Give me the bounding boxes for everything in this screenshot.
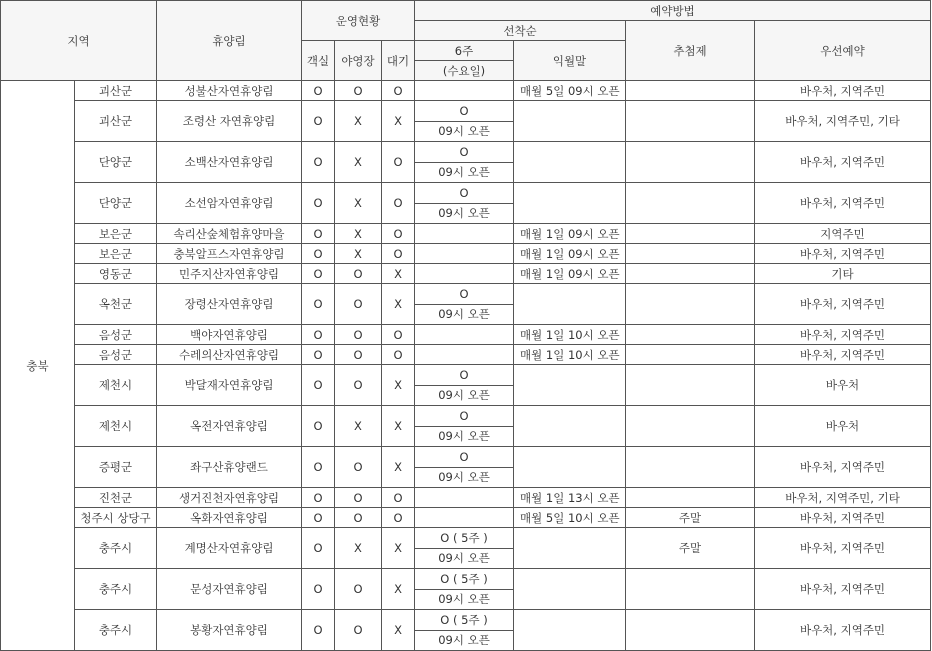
week6-cell	[415, 81, 514, 101]
nextmonth-cell: 매월 1일 13시 오픈	[514, 488, 626, 508]
priority-cell: 지역주민	[755, 224, 931, 244]
table-row	[1, 508, 931, 528]
week6-mark: O	[459, 144, 469, 159]
week6-mark: O ( 5주 )	[440, 571, 488, 586]
wait-cell: X	[382, 610, 415, 651]
camp-cell: O	[335, 610, 382, 651]
room-cell: O	[302, 365, 335, 406]
region-cell: 제천시	[75, 365, 157, 406]
lottery-cell	[626, 610, 755, 651]
room-cell: O	[302, 406, 335, 447]
week6-cell	[415, 569, 514, 610]
forest-cell: 백야자연휴양림	[157, 325, 302, 345]
table-row	[1, 244, 931, 264]
nextmonth-cell: 매월 1일 10시 오픈	[514, 325, 626, 345]
week6-cell	[415, 610, 514, 651]
header-region: 지역	[1, 1, 157, 81]
room-cell: O	[302, 244, 335, 264]
forest-cell: 봉황자연휴양림	[157, 610, 302, 651]
nextmonth-cell	[514, 447, 626, 488]
camp-cell: X	[335, 528, 382, 569]
region-cell: 충주시	[75, 610, 157, 651]
lottery-cell	[626, 569, 755, 610]
week6-open-time: 09시 오픈	[415, 589, 513, 610]
forest-cell: 좌구산휴양랜드	[157, 447, 302, 488]
table-row	[1, 569, 931, 610]
week6-open-time: 09시 오픈	[415, 203, 513, 224]
region-cell: 괴산군	[75, 101, 157, 142]
forest-cell: 수레의산자연휴양림	[157, 345, 302, 365]
forest-cell: 소백산자연휴양림	[157, 142, 302, 183]
room-cell: O	[302, 569, 335, 610]
forest-cell: 옥화자연휴양림	[157, 508, 302, 528]
week6-cell	[415, 508, 514, 528]
week6-cell	[415, 325, 514, 345]
forest-cell: 생거진천자연휴양림	[157, 488, 302, 508]
header-lottery: 추첨제	[626, 21, 755, 81]
week6-open-time: 09시 오픈	[415, 630, 513, 651]
camp-cell: O	[335, 345, 382, 365]
nextmonth-cell: 매월 1일 09시 오픈	[514, 264, 626, 284]
week6-cell	[415, 284, 514, 325]
camp-cell: O	[335, 488, 382, 508]
room-cell: O	[302, 447, 335, 488]
table-row	[1, 345, 931, 365]
week6-open-time: 09시 오픈	[415, 304, 513, 325]
wait-cell: X	[382, 264, 415, 284]
week6-mark: O	[459, 185, 469, 200]
camp-cell: X	[335, 101, 382, 142]
room-cell: O	[302, 264, 335, 284]
table-row	[1, 284, 931, 325]
table-row	[1, 101, 931, 142]
lottery-cell	[626, 488, 755, 508]
camp-cell: O	[335, 284, 382, 325]
table-row	[1, 264, 931, 284]
week6-cell	[415, 365, 514, 406]
camp-cell: O	[335, 325, 382, 345]
lottery-cell	[626, 81, 755, 101]
week6-mark: O	[459, 449, 469, 464]
forest-cell: 계명산자연휴양림	[157, 528, 302, 569]
region-cell: 음성군	[75, 325, 157, 345]
room-cell: O	[302, 508, 335, 528]
camp-cell: X	[335, 406, 382, 447]
province-cell: 충북	[1, 81, 75, 651]
priority-cell: 바우처, 지역주민	[755, 183, 931, 224]
priority-cell: 바우처, 지역주민	[755, 244, 931, 264]
header-week6-day: (수요일)	[415, 61, 514, 81]
table-row	[1, 610, 931, 651]
region-cell: 음성군	[75, 345, 157, 365]
wait-cell: X	[382, 569, 415, 610]
lottery-cell	[626, 284, 755, 325]
room-cell: O	[302, 488, 335, 508]
priority-cell: 바우처, 지역주민	[755, 508, 931, 528]
week6-mark: O ( 5주 )	[440, 530, 488, 545]
priority-cell: 바우처, 지역주민	[755, 81, 931, 101]
camp-cell: X	[335, 244, 382, 264]
camp-cell: O	[335, 447, 382, 488]
room-cell: O	[302, 325, 335, 345]
region-cell: 보은군	[75, 244, 157, 264]
region-cell: 옥천군	[75, 284, 157, 325]
wait-cell: O	[382, 183, 415, 224]
lottery-cell	[626, 101, 755, 142]
week6-cell	[415, 264, 514, 284]
wait-cell: X	[382, 447, 415, 488]
week6-cell	[415, 488, 514, 508]
header-camp: 야영장	[335, 41, 382, 81]
priority-cell: 바우처	[755, 365, 931, 406]
header-status: 운영현황	[302, 1, 415, 41]
lottery-cell	[626, 183, 755, 224]
lottery-cell	[626, 365, 755, 406]
region-cell: 제천시	[75, 406, 157, 447]
priority-cell: 바우처, 지역주민, 기타	[755, 488, 931, 508]
priority-cell: 바우처, 지역주민	[755, 528, 931, 569]
forest-cell: 충북알프스자연휴양림	[157, 244, 302, 264]
forest-cell: 소선암자연휴양림	[157, 183, 302, 224]
region-cell: 보은군	[75, 224, 157, 244]
week6-cell	[415, 345, 514, 365]
table-row	[1, 447, 931, 488]
wait-cell: O	[382, 488, 415, 508]
wait-cell: O	[382, 224, 415, 244]
forest-cell: 문성자연휴양림	[157, 569, 302, 610]
header-forest: 휴양림	[157, 1, 302, 81]
header-week6: 6주	[415, 41, 514, 61]
week6-cell	[415, 224, 514, 244]
room-cell: O	[302, 610, 335, 651]
lottery-cell	[626, 345, 755, 365]
nextmonth-cell	[514, 528, 626, 569]
region-cell: 영동군	[75, 264, 157, 284]
lottery-cell	[626, 244, 755, 264]
camp-cell: O	[335, 569, 382, 610]
forest-cell: 옥전자연휴양림	[157, 406, 302, 447]
nextmonth-cell	[514, 610, 626, 651]
lottery-cell: 주말	[626, 528, 755, 569]
week6-mark: O	[459, 103, 469, 118]
forest-cell: 성불산자연휴양림	[157, 81, 302, 101]
week6-cell	[415, 101, 514, 142]
region-cell: 단양군	[75, 183, 157, 224]
table-row	[1, 488, 931, 508]
wait-cell: O	[382, 81, 415, 101]
week6-cell	[415, 183, 514, 224]
room-cell: O	[302, 284, 335, 325]
wait-cell: O	[382, 345, 415, 365]
header-wait: 대기	[382, 41, 415, 81]
wait-cell: O	[382, 325, 415, 345]
forest-cell: 장령산자연휴양림	[157, 284, 302, 325]
camp-cell: O	[335, 508, 382, 528]
table-row	[1, 81, 931, 101]
room-cell: O	[302, 345, 335, 365]
table-row	[1, 325, 931, 345]
room-cell: O	[302, 224, 335, 244]
table-body	[1, 81, 931, 651]
nextmonth-cell	[514, 101, 626, 142]
camp-cell: O	[335, 81, 382, 101]
wait-cell: O	[382, 244, 415, 264]
wait-cell: X	[382, 284, 415, 325]
region-cell: 청주시 상당구	[75, 508, 157, 528]
forest-cell: 박달재자연휴양림	[157, 365, 302, 406]
week6-cell	[415, 406, 514, 447]
nextmonth-cell: 매월 1일 10시 오픈	[514, 345, 626, 365]
table-row	[1, 183, 931, 224]
nextmonth-cell	[514, 365, 626, 406]
wait-cell: X	[382, 406, 415, 447]
priority-cell: 바우처, 지역주민	[755, 325, 931, 345]
header-booking: 예약방법	[415, 1, 931, 21]
region-cell: 괴산군	[75, 81, 157, 101]
week6-open-time: 09시 오픈	[415, 548, 513, 569]
nextmonth-cell	[514, 284, 626, 325]
table-row	[1, 365, 931, 406]
table-header	[1, 1, 931, 81]
region-cell: 증평군	[75, 447, 157, 488]
week6-open-time: 09시 오픈	[415, 426, 513, 447]
lottery-cell	[626, 325, 755, 345]
priority-cell: 바우처, 지역주민, 기타	[755, 101, 931, 142]
week6-mark: O	[459, 286, 469, 301]
week6-open-time: 09시 오픈	[415, 385, 513, 406]
lottery-cell	[626, 447, 755, 488]
priority-cell: 기타	[755, 264, 931, 284]
camp-cell: X	[335, 224, 382, 244]
camp-cell: X	[335, 183, 382, 224]
week6-mark: O ( 5주 )	[440, 612, 488, 627]
week6-open-time: 09시 오픈	[415, 121, 513, 142]
room-cell: O	[302, 528, 335, 569]
wait-cell: O	[382, 508, 415, 528]
priority-cell: 바우처, 지역주민	[755, 447, 931, 488]
table-row	[1, 406, 931, 447]
header-nextmonth: 익월말	[514, 41, 626, 81]
priority-cell: 바우처, 지역주민	[755, 610, 931, 651]
priority-cell: 바우처, 지역주민	[755, 142, 931, 183]
region-cell: 진천군	[75, 488, 157, 508]
region-cell: 충주시	[75, 569, 157, 610]
nextmonth-cell	[514, 142, 626, 183]
lottery-cell	[626, 224, 755, 244]
forest-cell: 민주지산자연휴양림	[157, 264, 302, 284]
week6-open-time: 09시 오픈	[415, 162, 513, 183]
wait-cell: O	[382, 142, 415, 183]
lottery-cell	[626, 142, 755, 183]
priority-cell: 바우처, 지역주민	[755, 284, 931, 325]
room-cell: O	[302, 101, 335, 142]
header-priority: 우선예약	[755, 21, 931, 81]
camp-cell: O	[335, 264, 382, 284]
week6-open-time: 09시 오픈	[415, 467, 513, 488]
week6-mark: O	[459, 367, 469, 382]
camp-cell: O	[335, 365, 382, 406]
week6-cell	[415, 244, 514, 264]
table-row	[1, 224, 931, 244]
lottery-cell	[626, 406, 755, 447]
forest-cell: 속리산숲체험휴양마을	[157, 224, 302, 244]
table-row	[1, 528, 931, 569]
lottery-cell	[626, 264, 755, 284]
room-cell: O	[302, 183, 335, 224]
nextmonth-cell: 매월 5일 10시 오픈	[514, 508, 626, 528]
wait-cell: X	[382, 365, 415, 406]
room-cell: O	[302, 142, 335, 183]
nextmonth-cell	[514, 406, 626, 447]
week6-cell	[415, 142, 514, 183]
week6-cell	[415, 447, 514, 488]
header-room: 객실	[302, 41, 335, 81]
wait-cell: X	[382, 528, 415, 569]
priority-cell: 바우처	[755, 406, 931, 447]
week6-cell	[415, 528, 514, 569]
region-cell: 충주시	[75, 528, 157, 569]
table-row	[1, 142, 931, 183]
forest-cell: 조령산 자연휴양림	[157, 101, 302, 142]
nextmonth-cell	[514, 569, 626, 610]
priority-cell: 바우처, 지역주민	[755, 569, 931, 610]
week6-mark: O	[459, 408, 469, 423]
region-cell: 단양군	[75, 142, 157, 183]
priority-cell: 바우처, 지역주민	[755, 345, 931, 365]
wait-cell: X	[382, 101, 415, 142]
nextmonth-cell: 매월 1일 09시 오픈	[514, 244, 626, 264]
nextmonth-cell	[514, 183, 626, 224]
lottery-cell: 주말	[626, 508, 755, 528]
room-cell: O	[302, 81, 335, 101]
header-firstcome: 선착순	[415, 21, 626, 41]
nextmonth-cell: 매월 5일 09시 오픈	[514, 81, 626, 101]
camp-cell: X	[335, 142, 382, 183]
nextmonth-cell: 매월 1일 09시 오픈	[514, 224, 626, 244]
